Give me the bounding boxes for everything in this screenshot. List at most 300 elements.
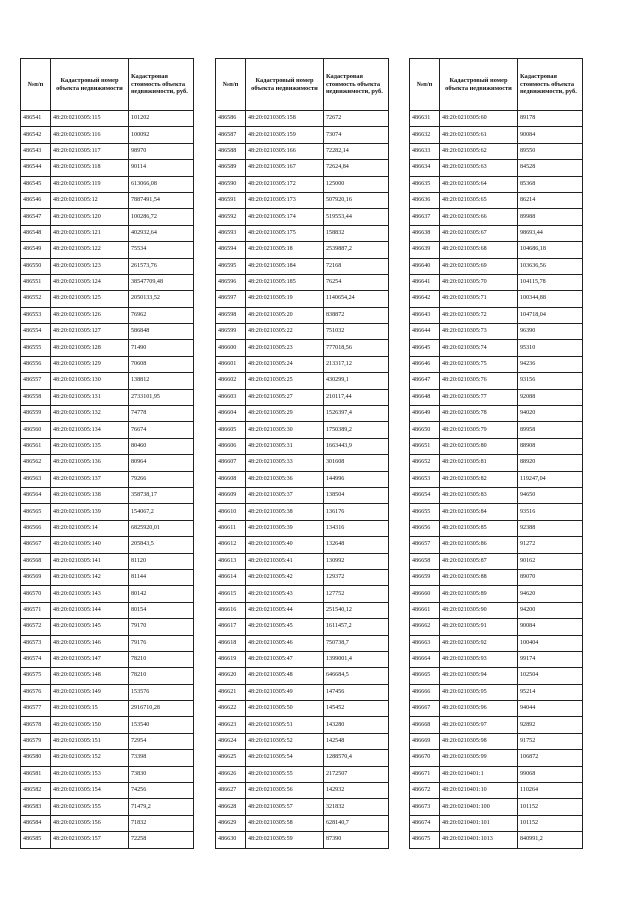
row-number-cell: 486650 <box>410 422 440 438</box>
header-cadastral-number: Кадастровый номер объекта недвижимости <box>440 59 518 111</box>
cadastral-cost-cell: 93516 <box>518 504 583 520</box>
cadastral-cost-cell: 100286,72 <box>129 209 194 225</box>
cadastral-cost-cell: 75534 <box>129 242 194 258</box>
row-number-cell: 486612 <box>216 537 246 553</box>
row-number-cell: 486597 <box>216 291 246 307</box>
cadastral-cost-cell: 102504 <box>518 668 583 684</box>
cadastral-cost-cell: 251540,12 <box>324 602 389 618</box>
table-row <box>410 356 583 372</box>
cadastral-number-cell: 48:20:0210305:75 <box>440 356 518 372</box>
row-number-cell: 486586 <box>216 111 246 127</box>
cadastral-cost-cell: 79170 <box>129 619 194 635</box>
cadastral-cost-cell: 213317,12 <box>324 356 389 372</box>
row-number-cell: 486543 <box>21 143 51 159</box>
row-number-cell: 486572 <box>21 619 51 635</box>
row-number-cell: 486619 <box>216 651 246 667</box>
row-number-cell: 486662 <box>410 619 440 635</box>
table-row <box>410 553 583 569</box>
cadastral-number-cell: 48:20:0210305:91 <box>440 619 518 635</box>
row-number-cell: 486599 <box>216 324 246 340</box>
cadastral-number-cell: 48:20:0210305:123 <box>51 258 129 274</box>
cadastral-cost-cell: 1750389,2 <box>324 422 389 438</box>
table-row <box>410 160 583 176</box>
table-row <box>21 258 194 274</box>
row-number-cell: 486582 <box>21 783 51 799</box>
row-number-cell: 486604 <box>216 406 246 422</box>
table-row <box>21 389 194 405</box>
cadastral-cost-cell: 101152 <box>518 815 583 831</box>
table-row <box>21 537 194 553</box>
table-row <box>410 127 583 143</box>
cadastral-number-cell: 48:20:0210305:39 <box>246 520 324 536</box>
cadastral-number-cell: 48:20:0210305:30 <box>246 422 324 438</box>
cadastral-cost-cell: 38547709,48 <box>129 274 194 290</box>
cadastral-cost-cell: 94200 <box>518 602 583 618</box>
table-row <box>410 258 583 274</box>
cadastral-cost-cell: 129372 <box>324 569 389 585</box>
table-row <box>410 537 583 553</box>
row-number-cell: 486565 <box>21 504 51 520</box>
cadastral-number-cell: 48:20:0210305:66 <box>440 209 518 225</box>
cadastral-cost-cell: 94650 <box>518 487 583 503</box>
table-row <box>21 127 194 143</box>
table-row <box>410 651 583 667</box>
cadastral-cost-cell: 138504 <box>324 487 389 503</box>
row-number-cell: 486601 <box>216 356 246 372</box>
table-row <box>410 406 583 422</box>
cadastral-cost-cell: 78210 <box>129 668 194 684</box>
table-row <box>216 422 389 438</box>
row-number-cell: 486674 <box>410 815 440 831</box>
cadastral-cost-cell: 106872 <box>518 750 583 766</box>
table-row <box>216 668 389 684</box>
cadastral-number-cell: 48:20:0210305:25 <box>246 373 324 389</box>
cadastral-number-cell: 48:20:0210305:141 <box>51 553 129 569</box>
table-row <box>216 176 389 192</box>
row-number-cell: 486629 <box>216 815 246 831</box>
row-number-cell: 486639 <box>410 242 440 258</box>
cadastral-number-cell: 48:20:0210305:50 <box>246 701 324 717</box>
row-number-cell: 486549 <box>21 242 51 258</box>
table-row <box>410 176 583 192</box>
table-row <box>216 307 389 323</box>
row-number-cell: 486562 <box>21 455 51 471</box>
cadastral-cost-cell: 750738,7 <box>324 635 389 651</box>
cadastral-number-cell: 48:20:0210305:43 <box>246 586 324 602</box>
cadastral-cost-cell: 80142 <box>129 586 194 602</box>
row-number-cell: 486633 <box>410 143 440 159</box>
cadastral-cost-cell: 89070 <box>518 569 583 585</box>
cadastral-number-cell: 48:20:0210305:63 <box>440 160 518 176</box>
cadastral-cost-cell: 777018,56 <box>324 340 389 356</box>
table-row <box>216 209 389 225</box>
cadastral-number-cell: 48:20:0210305:143 <box>51 586 129 602</box>
cadastral-number-cell: 48:20:0210305:148 <box>51 668 129 684</box>
cadastral-cost-cell: 79266 <box>129 471 194 487</box>
cadastral-number-cell: 48:20:0210305:69 <box>440 258 518 274</box>
cadastral-cost-cell: 751032 <box>324 324 389 340</box>
row-number-cell: 486578 <box>21 717 51 733</box>
cadastral-cost-cell: 646684,5 <box>324 668 389 684</box>
table-row <box>216 520 389 536</box>
row-number-cell: 486615 <box>216 586 246 602</box>
cadastral-number-cell: 48:20:0210305:57 <box>246 799 324 815</box>
row-number-cell: 486637 <box>410 209 440 225</box>
row-number-cell: 486636 <box>410 192 440 208</box>
cadastral-cost-cell: 586848 <box>129 324 194 340</box>
row-number-cell: 486563 <box>21 471 51 487</box>
cadastral-number-cell: 48:20:0210305:145 <box>51 619 129 635</box>
cadastral-number-cell: 48:20:0210305:127 <box>51 324 129 340</box>
cadastral-number-cell: 48:20:0210305:142 <box>51 569 129 585</box>
cadastral-number-cell: 48:20:0210305:116 <box>51 127 129 143</box>
cadastral-cost-cell: 153540 <box>129 717 194 733</box>
cadastral-number-cell: 48:20:0210305:124 <box>51 274 129 290</box>
header-cadastral-cost: Кадастровая стоимость объекта недвижимости, руб. <box>129 59 194 111</box>
table-row <box>216 225 389 241</box>
row-number-cell: 486595 <box>216 258 246 274</box>
row-number-cell: 486651 <box>410 438 440 454</box>
cadastral-cost-cell: 74256 <box>129 783 194 799</box>
row-number-cell: 486623 <box>216 717 246 733</box>
cadastral-cost-cell: 125000 <box>324 176 389 192</box>
table-row <box>216 635 389 651</box>
cadastral-number-cell: 48:20:0210305:24 <box>246 356 324 372</box>
header-cadastral-number: Кадастровый номер объекта недвижимости <box>51 59 129 111</box>
cadastral-number-cell: 48:20:0210305:68 <box>440 242 518 258</box>
row-number-cell: 486611 <box>216 520 246 536</box>
table-row <box>216 832 389 848</box>
cadastral-number-cell: 48:20:0210305:130 <box>51 373 129 389</box>
cadastral-cost-cell: 2172507 <box>324 766 389 782</box>
table-row <box>21 733 194 749</box>
cadastral-cost-cell: 101152 <box>518 799 583 815</box>
cadastral-cost-cell: 99174 <box>518 651 583 667</box>
cadastral-number-cell: 48:20:0210305:40 <box>246 537 324 553</box>
row-number-cell: 486663 <box>410 635 440 651</box>
cadastral-number-cell: 48:20:0210305:78 <box>440 406 518 422</box>
table-row <box>216 733 389 749</box>
header-number: №п/п <box>216 59 246 111</box>
cadastral-number-cell: 48:20:0210305:77 <box>440 389 518 405</box>
row-number-cell: 486652 <box>410 455 440 471</box>
header-cadastral-cost: Кадастровая стоимость объекта недвижимости, руб. <box>324 59 389 111</box>
cadastral-number-cell: 48:20:0210305:36 <box>246 471 324 487</box>
cadastral-cost-cell: 358738,17 <box>129 487 194 503</box>
table-row <box>216 143 389 159</box>
cadastral-cost-cell: 89550 <box>518 143 583 159</box>
cadastral-number-cell: 48:20:0210305:61 <box>440 127 518 143</box>
row-number-cell: 486628 <box>216 799 246 815</box>
row-number-cell: 486545 <box>21 176 51 192</box>
table-row <box>216 504 389 520</box>
cadastral-cost-cell: 840991,2 <box>518 832 583 848</box>
table-row <box>216 406 389 422</box>
cadastral-cost-cell: 76962 <box>129 307 194 323</box>
cadastral-number-cell: 48:20:0210305:47 <box>246 651 324 667</box>
table-row <box>216 553 389 569</box>
row-number-cell: 486551 <box>21 274 51 290</box>
row-number-cell: 486666 <box>410 684 440 700</box>
cadastral-cost-cell: 71832 <box>129 815 194 831</box>
row-number-cell: 486673 <box>410 799 440 815</box>
cadastral-cost-cell: 205843,5 <box>129 537 194 553</box>
cadastral-cost-cell: 76254 <box>324 274 389 290</box>
cadastral-number-cell: 48:20:0210305:155 <box>51 799 129 815</box>
row-number-cell: 486672 <box>410 783 440 799</box>
table-row <box>216 127 389 143</box>
row-number-cell: 486593 <box>216 225 246 241</box>
row-number-cell: 486600 <box>216 340 246 356</box>
table-row <box>216 783 389 799</box>
cadastral-cost-cell: 2539887,2 <box>324 242 389 258</box>
row-number-cell: 486660 <box>410 586 440 602</box>
table-row <box>21 684 194 700</box>
cadastral-number-cell: 48:20:0210305:94 <box>440 668 518 684</box>
cadastral-number-cell: 48:20:0210305:137 <box>51 471 129 487</box>
cadastral-number-cell: 48:20:0210305:44 <box>246 602 324 618</box>
table-row <box>21 242 194 258</box>
cadastral-cost-cell: 101202 <box>129 111 194 127</box>
row-number-cell: 486568 <box>21 553 51 569</box>
table-row <box>216 291 389 307</box>
cadastral-number-cell: 48:20:0210305:49 <box>246 684 324 700</box>
cadastral-cost-cell: 1611457,2 <box>324 619 389 635</box>
table-row <box>21 291 194 307</box>
cadastral-number-cell: 48:20:0210305:154 <box>51 783 129 799</box>
row-number-cell: 486544 <box>21 160 51 176</box>
table-row <box>21 717 194 733</box>
cadastral-number-cell: 48:20:0210305:84 <box>440 504 518 520</box>
cadastral-number-cell: 48:20:0210305:81 <box>440 455 518 471</box>
cadastral-cost-cell: 153576 <box>129 684 194 700</box>
table-row <box>216 586 389 602</box>
cadastral-cost-cell: 6825920,01 <box>129 520 194 536</box>
cadastral-number-cell: 48:20:0210305:173 <box>246 192 324 208</box>
table-row <box>410 750 583 766</box>
cadastral-number-cell: 48:20:0210305:38 <box>246 504 324 520</box>
header-cadastral-cost: Кадастровая стоимость объекта недвижимости, руб. <box>518 59 583 111</box>
cadastral-cost-cell: 130992 <box>324 553 389 569</box>
cadastral-cost-cell: 88920 <box>518 455 583 471</box>
cadastral-cost-cell: 142932 <box>324 783 389 799</box>
cadastral-number-cell: 48:20:0210305:90 <box>440 602 518 618</box>
cadastral-cost-cell: 1526397,4 <box>324 406 389 422</box>
cadastral-number-cell: 48:20:0210305:158 <box>246 111 324 127</box>
table-row <box>21 569 194 585</box>
cadastral-cost-cell: 94236 <box>518 356 583 372</box>
header-number: №п/п <box>21 59 51 111</box>
row-number-cell: 486592 <box>216 209 246 225</box>
cadastral-cost-cell: 321832 <box>324 799 389 815</box>
row-number-cell: 486581 <box>21 766 51 782</box>
row-number-cell: 486555 <box>21 340 51 356</box>
row-number-cell: 486667 <box>410 701 440 717</box>
cadastral-number-cell: 48:20:0210305:56 <box>246 783 324 799</box>
row-number-cell: 486638 <box>410 225 440 241</box>
cadastral-number-cell: 48:20:0210305:65 <box>440 192 518 208</box>
cadastral-number-cell: 48:20:0210305:71 <box>440 291 518 307</box>
cadastral-cost-cell: 838872 <box>324 307 389 323</box>
table-row <box>216 111 389 127</box>
table-row <box>21 651 194 667</box>
cadastral-number-cell: 48:20:0210305:96 <box>440 701 518 717</box>
table-row <box>410 340 583 356</box>
table-row <box>21 340 194 356</box>
row-number-cell: 486546 <box>21 192 51 208</box>
row-number-cell: 486606 <box>216 438 246 454</box>
row-number-cell: 486590 <box>216 176 246 192</box>
table-row <box>410 487 583 503</box>
table-row <box>216 537 389 553</box>
table-row <box>410 307 583 323</box>
row-number-cell: 486566 <box>21 520 51 536</box>
row-number-cell: 486541 <box>21 111 51 127</box>
cadastral-cost-cell: 98693,44 <box>518 225 583 241</box>
cadastral-number-cell: 48:20:0210305:86 <box>440 537 518 553</box>
cadastral-number-cell: 48:20:0210305:184 <box>246 258 324 274</box>
table-row <box>216 815 389 831</box>
row-number-cell: 486587 <box>216 127 246 143</box>
row-number-cell: 486622 <box>216 701 246 717</box>
cadastral-number-cell: 48:20:0210305:140 <box>51 537 129 553</box>
cadastral-cost-cell: 104686,18 <box>518 242 583 258</box>
table-row <box>410 192 583 208</box>
cadastral-cost-cell: 98970 <box>129 143 194 159</box>
cadastral-number-cell: 48:20:0210305:115 <box>51 111 129 127</box>
table-row <box>410 717 583 733</box>
registry-table-2 <box>215 58 389 849</box>
row-number-cell: 486634 <box>410 160 440 176</box>
table-row <box>410 832 583 848</box>
row-number-cell: 486585 <box>21 832 51 848</box>
cadastral-number-cell: 48:20:0210305:92 <box>440 635 518 651</box>
cadastral-cost-cell: 81120 <box>129 553 194 569</box>
cadastral-cost-cell: 89958 <box>518 422 583 438</box>
cadastral-cost-cell: 119247,04 <box>518 471 583 487</box>
cadastral-number-cell: 48:20:0210305:125 <box>51 291 129 307</box>
row-number-cell: 486573 <box>21 635 51 651</box>
cadastral-cost-cell: 80154 <box>129 602 194 618</box>
table-row <box>216 471 389 487</box>
row-number-cell: 486641 <box>410 274 440 290</box>
row-number-cell: 486665 <box>410 668 440 684</box>
cadastral-cost-cell: 100404 <box>518 635 583 651</box>
cadastral-cost-cell: 145452 <box>324 701 389 717</box>
table-row <box>410 701 583 717</box>
table-row <box>21 520 194 536</box>
row-number-cell: 486675 <box>410 832 440 848</box>
table-row <box>410 733 583 749</box>
table-row <box>410 242 583 258</box>
row-number-cell: 486632 <box>410 127 440 143</box>
row-number-cell: 486626 <box>216 766 246 782</box>
cadastral-cost-cell: 110264 <box>518 783 583 799</box>
cadastral-number-cell: 48:20:0210305:150 <box>51 717 129 733</box>
table-row <box>21 324 194 340</box>
cadastral-cost-cell: 154067,2 <box>129 504 194 520</box>
table-row <box>21 815 194 831</box>
cadastral-cost-cell: 93156 <box>518 373 583 389</box>
row-number-cell: 486589 <box>216 160 246 176</box>
row-number-cell: 486588 <box>216 143 246 159</box>
table-row <box>216 651 389 667</box>
row-number-cell: 486552 <box>21 291 51 307</box>
cadastral-number-cell: 48:20:0210305:46 <box>246 635 324 651</box>
table-row <box>21 832 194 848</box>
cadastral-cost-cell: 7887491,54 <box>129 192 194 208</box>
cadastral-number-cell: 48:20:0210305:45 <box>246 619 324 635</box>
cadastral-cost-cell: 73830 <box>129 766 194 782</box>
table-header-row <box>21 59 194 111</box>
cadastral-cost-cell: 76674 <box>129 422 194 438</box>
cadastral-cost-cell: 91752 <box>518 733 583 749</box>
row-number-cell: 486602 <box>216 373 246 389</box>
cadastral-number-cell: 48:20:0210305:146 <box>51 635 129 651</box>
cadastral-number-cell: 48:20:0210305:144 <box>51 602 129 618</box>
row-number-cell: 486554 <box>21 324 51 340</box>
cadastral-cost-cell: 147456 <box>324 684 389 700</box>
table-row <box>21 274 194 290</box>
cadastral-number-cell: 48:20:0210305:82 <box>440 471 518 487</box>
cadastral-number-cell: 48:20:0210401:101 <box>440 815 518 831</box>
cadastral-number-cell: 48:20:0210305:19 <box>246 291 324 307</box>
table-row <box>410 471 583 487</box>
row-number-cell: 486594 <box>216 242 246 258</box>
row-number-cell: 486605 <box>216 422 246 438</box>
row-number-cell: 486614 <box>216 569 246 585</box>
table-row <box>410 586 583 602</box>
row-number-cell: 486625 <box>216 750 246 766</box>
table-row <box>410 684 583 700</box>
cadastral-cost-cell: 628140,7 <box>324 815 389 831</box>
cadastral-number-cell: 48:20:0210305:15 <box>51 701 129 717</box>
table-row <box>21 619 194 635</box>
cadastral-cost-cell: 71479,2 <box>129 799 194 815</box>
cadastral-number-cell: 48:20:0210305:22 <box>246 324 324 340</box>
row-number-cell: 486617 <box>216 619 246 635</box>
row-number-cell: 486553 <box>21 307 51 323</box>
cadastral-cost-cell: 2050133,52 <box>129 291 194 307</box>
table-row <box>216 766 389 782</box>
cadastral-cost-cell: 92892 <box>518 717 583 733</box>
table-row <box>21 422 194 438</box>
table-row <box>410 619 583 635</box>
cadastral-cost-cell: 158832 <box>324 225 389 241</box>
cadastral-cost-cell: 1399001,4 <box>324 651 389 667</box>
row-number-cell: 486559 <box>21 406 51 422</box>
row-number-cell: 486564 <box>21 487 51 503</box>
table-row <box>410 324 583 340</box>
cadastral-cost-cell: 80460 <box>129 438 194 454</box>
cadastral-number-cell: 48:20:0210305:79 <box>440 422 518 438</box>
cadastral-number-cell: 48:20:0210305:64 <box>440 176 518 192</box>
cadastral-number-cell: 48:20:0210305:80 <box>440 438 518 454</box>
header-cadastral-number: Кадастровый номер объекта недвижимости <box>246 59 324 111</box>
table-row <box>216 324 389 340</box>
registry-table-1 <box>20 58 194 849</box>
row-number-cell: 486580 <box>21 750 51 766</box>
table-row <box>21 356 194 372</box>
row-number-cell: 486558 <box>21 389 51 405</box>
cadastral-number-cell: 48:20:0210305:37 <box>246 487 324 503</box>
cadastral-number-cell: 48:20:0210305:51 <box>246 717 324 733</box>
cadastral-number-cell: 48:20:0210305:27 <box>246 389 324 405</box>
table-row <box>216 160 389 176</box>
cadastral-cost-cell: 89178 <box>518 111 583 127</box>
cadastral-cost-cell: 81144 <box>129 569 194 585</box>
row-number-cell: 486591 <box>216 192 246 208</box>
